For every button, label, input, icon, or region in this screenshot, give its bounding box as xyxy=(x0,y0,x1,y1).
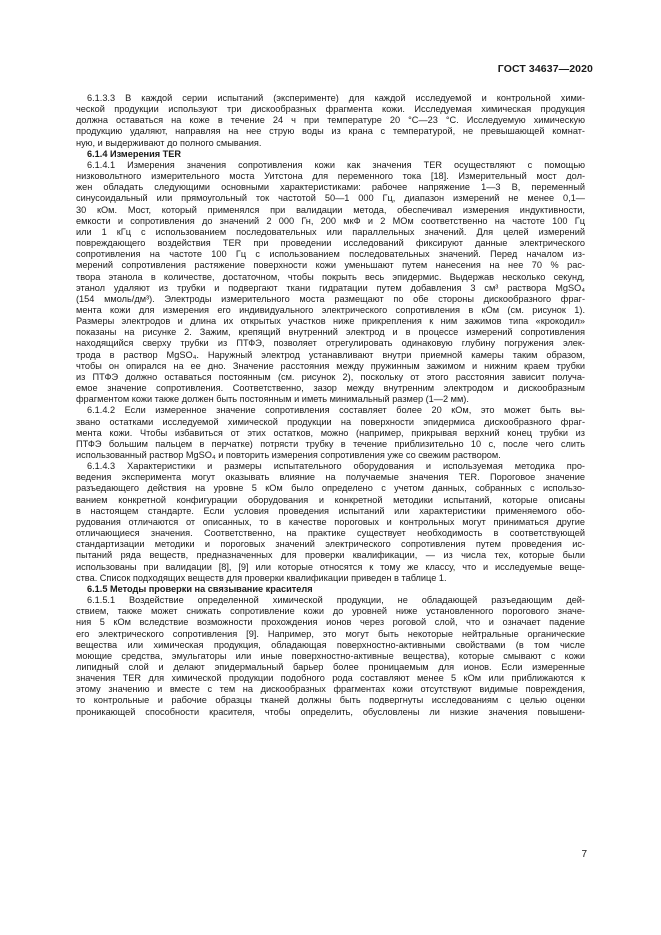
text-line: разъедающего действия на уровне 5 кОм было определено с учетом данных, собранных с использо- xyxy=(76,483,585,494)
text-line: мента кожи для измерения его индивидуального электрического сопротивления в кОм (см. рисунок 1). xyxy=(76,304,585,315)
text-line: 6.1.3.3 В каждой серии испытаний (эксперименте) для каждой исследуемой и контрольной хими- xyxy=(87,93,585,103)
text-line: то контрольные и рабочие образцы тканей должны быть подвергнуты исследованиям с целью оценки xyxy=(76,695,585,706)
text-line: должна оставаться на коже в течение 24 ч при температуре 20 °С—23 °С. Исследуемую химическую xyxy=(76,115,585,126)
text-line: 6.1.4.3 Характеристики и размеры испытательного оборудования и используемая методика про- xyxy=(87,461,585,472)
text-line: (154 ммоль/дм³). Электроды измерительного моста размещают по обе стороны дискообразного фраг- xyxy=(76,293,585,304)
text-line: значения TER для химической продукции подобного рода составляют менее 5 кОм или приближаются к xyxy=(76,673,585,684)
text-line: ную, и выдерживают до полного смывания. xyxy=(76,137,262,148)
text-line: рудования отличаются от описанных, то в качестве пороговых и контрольных могут приниматься другие xyxy=(76,516,585,527)
text-line: использованный раствор MgSO₄ и повторить измерения сопротивления уже со свежим раствором. xyxy=(76,450,501,460)
text-line: в настоящем стандарте. Если условия проведения испытаний или характеристики применяемого обо- xyxy=(76,505,585,516)
text-line: его электрического сопротивления [9]. Например, это могут быть некоторые нейтральные органические xyxy=(76,628,585,639)
text-line: фрагментом кожи также должен быть постоянным и иметь минимальный размер (1—2 мм). xyxy=(76,394,469,405)
text-line: показаны на рисунке 2. Зажим, крепящий внутренний электрод и в процессе измерений сопротивления xyxy=(76,327,585,338)
text-line: мента кожи. Чтобы избавиться от этих остатков, можно (например, прикрывая верхний конец трубки из xyxy=(76,427,585,438)
text-line: ствием, также может снижать сопротивление кожи до уровней ниже установленного порогового значе- xyxy=(76,606,585,617)
text-line: жен обладать следующими основными характеристиками: рабочее напряжение 1—3 В, переменный xyxy=(76,182,585,193)
text-line: 6.1.4.2 Если измеренное значение сопротивления составляет более 20 кОм, это может быть вы- xyxy=(87,405,585,416)
text-line: ПТФЭ большим пальцем в перчатке) потрясти трубку в течение приблизительно 10 с, после чего слить xyxy=(76,438,585,449)
text-line: использованы при валидации [8], [9] или которые относятся к тому же классу, что и исследуемые веще- xyxy=(76,561,585,572)
text-line: повреждающего воздействия TER при проведении исследований фиксируют данные электрического xyxy=(76,238,585,249)
text-line: из ПТФЭ должно оставаться постоянным (см. рисунок 2), поскольку от этого расстояния зависит получа- xyxy=(76,371,585,382)
page-number: 7 xyxy=(581,849,587,860)
text-line: звано остатками исследуемой химической продукции на поверхности эпидермиса дискообразного фраг- xyxy=(76,416,585,427)
text-line: 30 кОм. Мост, который применялся при валидации метода, обеспечивал измерения индуктивности, xyxy=(76,204,585,215)
text-line: этому значению и вместе с тем на дискообразных фрагментах кожи отсутствуют видимые повреждения, xyxy=(76,684,585,695)
text-line: трода в раствор MgSO₄. Наружный электрод устанавливают внутри приемной камеры таким образом, xyxy=(76,349,585,360)
text-line: низковольтного измерительного моста Уитстона для переменного тока [18]. Измерительный мост дол- xyxy=(76,171,585,182)
text-line: ванием конкретной конфигурации оборудования и конкретной методики испытаний, которые описаны xyxy=(76,494,585,505)
body-text xyxy=(76,93,585,718)
text-line: продукцию удаляют, направляя на нее струю воды из крана с температурой, не превышающей комнат- xyxy=(76,126,585,137)
text-line: липидный слой и делают эпидермальный барьер более проницаемым для ионов. Если измеренные xyxy=(76,661,585,672)
document-header: ГОСТ 34637—2020 xyxy=(497,63,593,75)
text-line: ния 5 кОм вследствие возможности прохождения ионов через роговой слой, что и означает падение xyxy=(76,617,585,628)
text-line: синусоидальный или прямоугольный ток частотой 50—1 000 Гц, диапазон измерений не менее 0,1— xyxy=(76,193,585,204)
text-line: ческой продукции используют три дискообразных фрагмента кожи. Исследуемая химическая продукция xyxy=(76,104,585,115)
text-line: мерений сопротивления растяжение поверхности кожи уменьшают путем нанесения на нее 70 % рас- xyxy=(76,260,585,271)
text-line: вещества или химическая продукция, обладающая поверхностно-активными свойствами (в том числе xyxy=(76,639,585,650)
text-line: пытаний ряда веществ, предназначенных для проверки квалификации, — из числа тех, которые были xyxy=(76,550,585,561)
text-line: твора этанола в количестве, достаточном, чтобы покрыть весь эпидермис. Выдержав несколько секунд, xyxy=(76,271,585,282)
text-line: отличающиеся значения. Соответственно, на практике существует необходимость в соответствующей xyxy=(76,528,585,539)
text-line: ведения эксперимента могут оказывать влияние на получаемые значения TER. Пороговое значение xyxy=(76,472,585,483)
text-line: этанол удаляют из трубки и подвергают ткани гидратации путем добавления 3 см³ раствора MgSO₄ xyxy=(76,282,585,293)
text-line: находящийся сверху трубки из ПТФЭ, позволяет отрегулировать одинаковую глубину погружения элек- xyxy=(76,338,585,349)
text-line: Размеры электродов и длина их открытых участков ниже прикрепления к ним зажимов типа «крокодил» xyxy=(76,316,585,327)
text-line: моющие средства, эмульгаторы или иные поверхностно-активные вещества), которые смывают с кожи xyxy=(76,650,585,661)
text-line: 6.1.4.1 Измерения значения сопротивления кожи как значения TER осуществляют с помощью xyxy=(87,159,585,170)
text-line: проникающей способности красителя, чтобы определить, обусловлены ли низкие значения повышени- xyxy=(76,706,585,717)
text-line: емкости и сопротивления до значений 2 000 Гн, 200 мкФ и 2 МОм соответственно на частоте 100 Гц xyxy=(76,215,585,226)
text-line: 6.1.5.1 Воздействие определенной химической продукции, не обладающей разъедающим дей- xyxy=(87,595,585,606)
text-line: чтобы он опирался на ее дно. Значение расстояния между пружинным зажимом и нижним краем трубки xyxy=(76,360,585,371)
text-line: или 1 кГц с использованием последовательных или параллельных значений. Для целей измерений xyxy=(76,226,585,237)
text-line: емое значение сопротивления. Соответственно, зазор между внутренним электродом и дискообразным xyxy=(76,383,585,394)
text-line: стандартизации методики и пороговых значений электрического сопротивления путем проведения ис- xyxy=(76,539,585,550)
section-heading-line: 6.1.4 Измерения TER xyxy=(87,148,182,159)
section-heading-line: 6.1.5 Методы проверки на связывание красителя xyxy=(87,583,313,594)
text-line: сопротивления на частоте 100 Гц с использованием последовательных значений. Перед началом из- xyxy=(76,249,585,260)
text-line: ства. Список подходящих веществ для проверки квалификации приведен в таблице 1. xyxy=(76,572,447,583)
